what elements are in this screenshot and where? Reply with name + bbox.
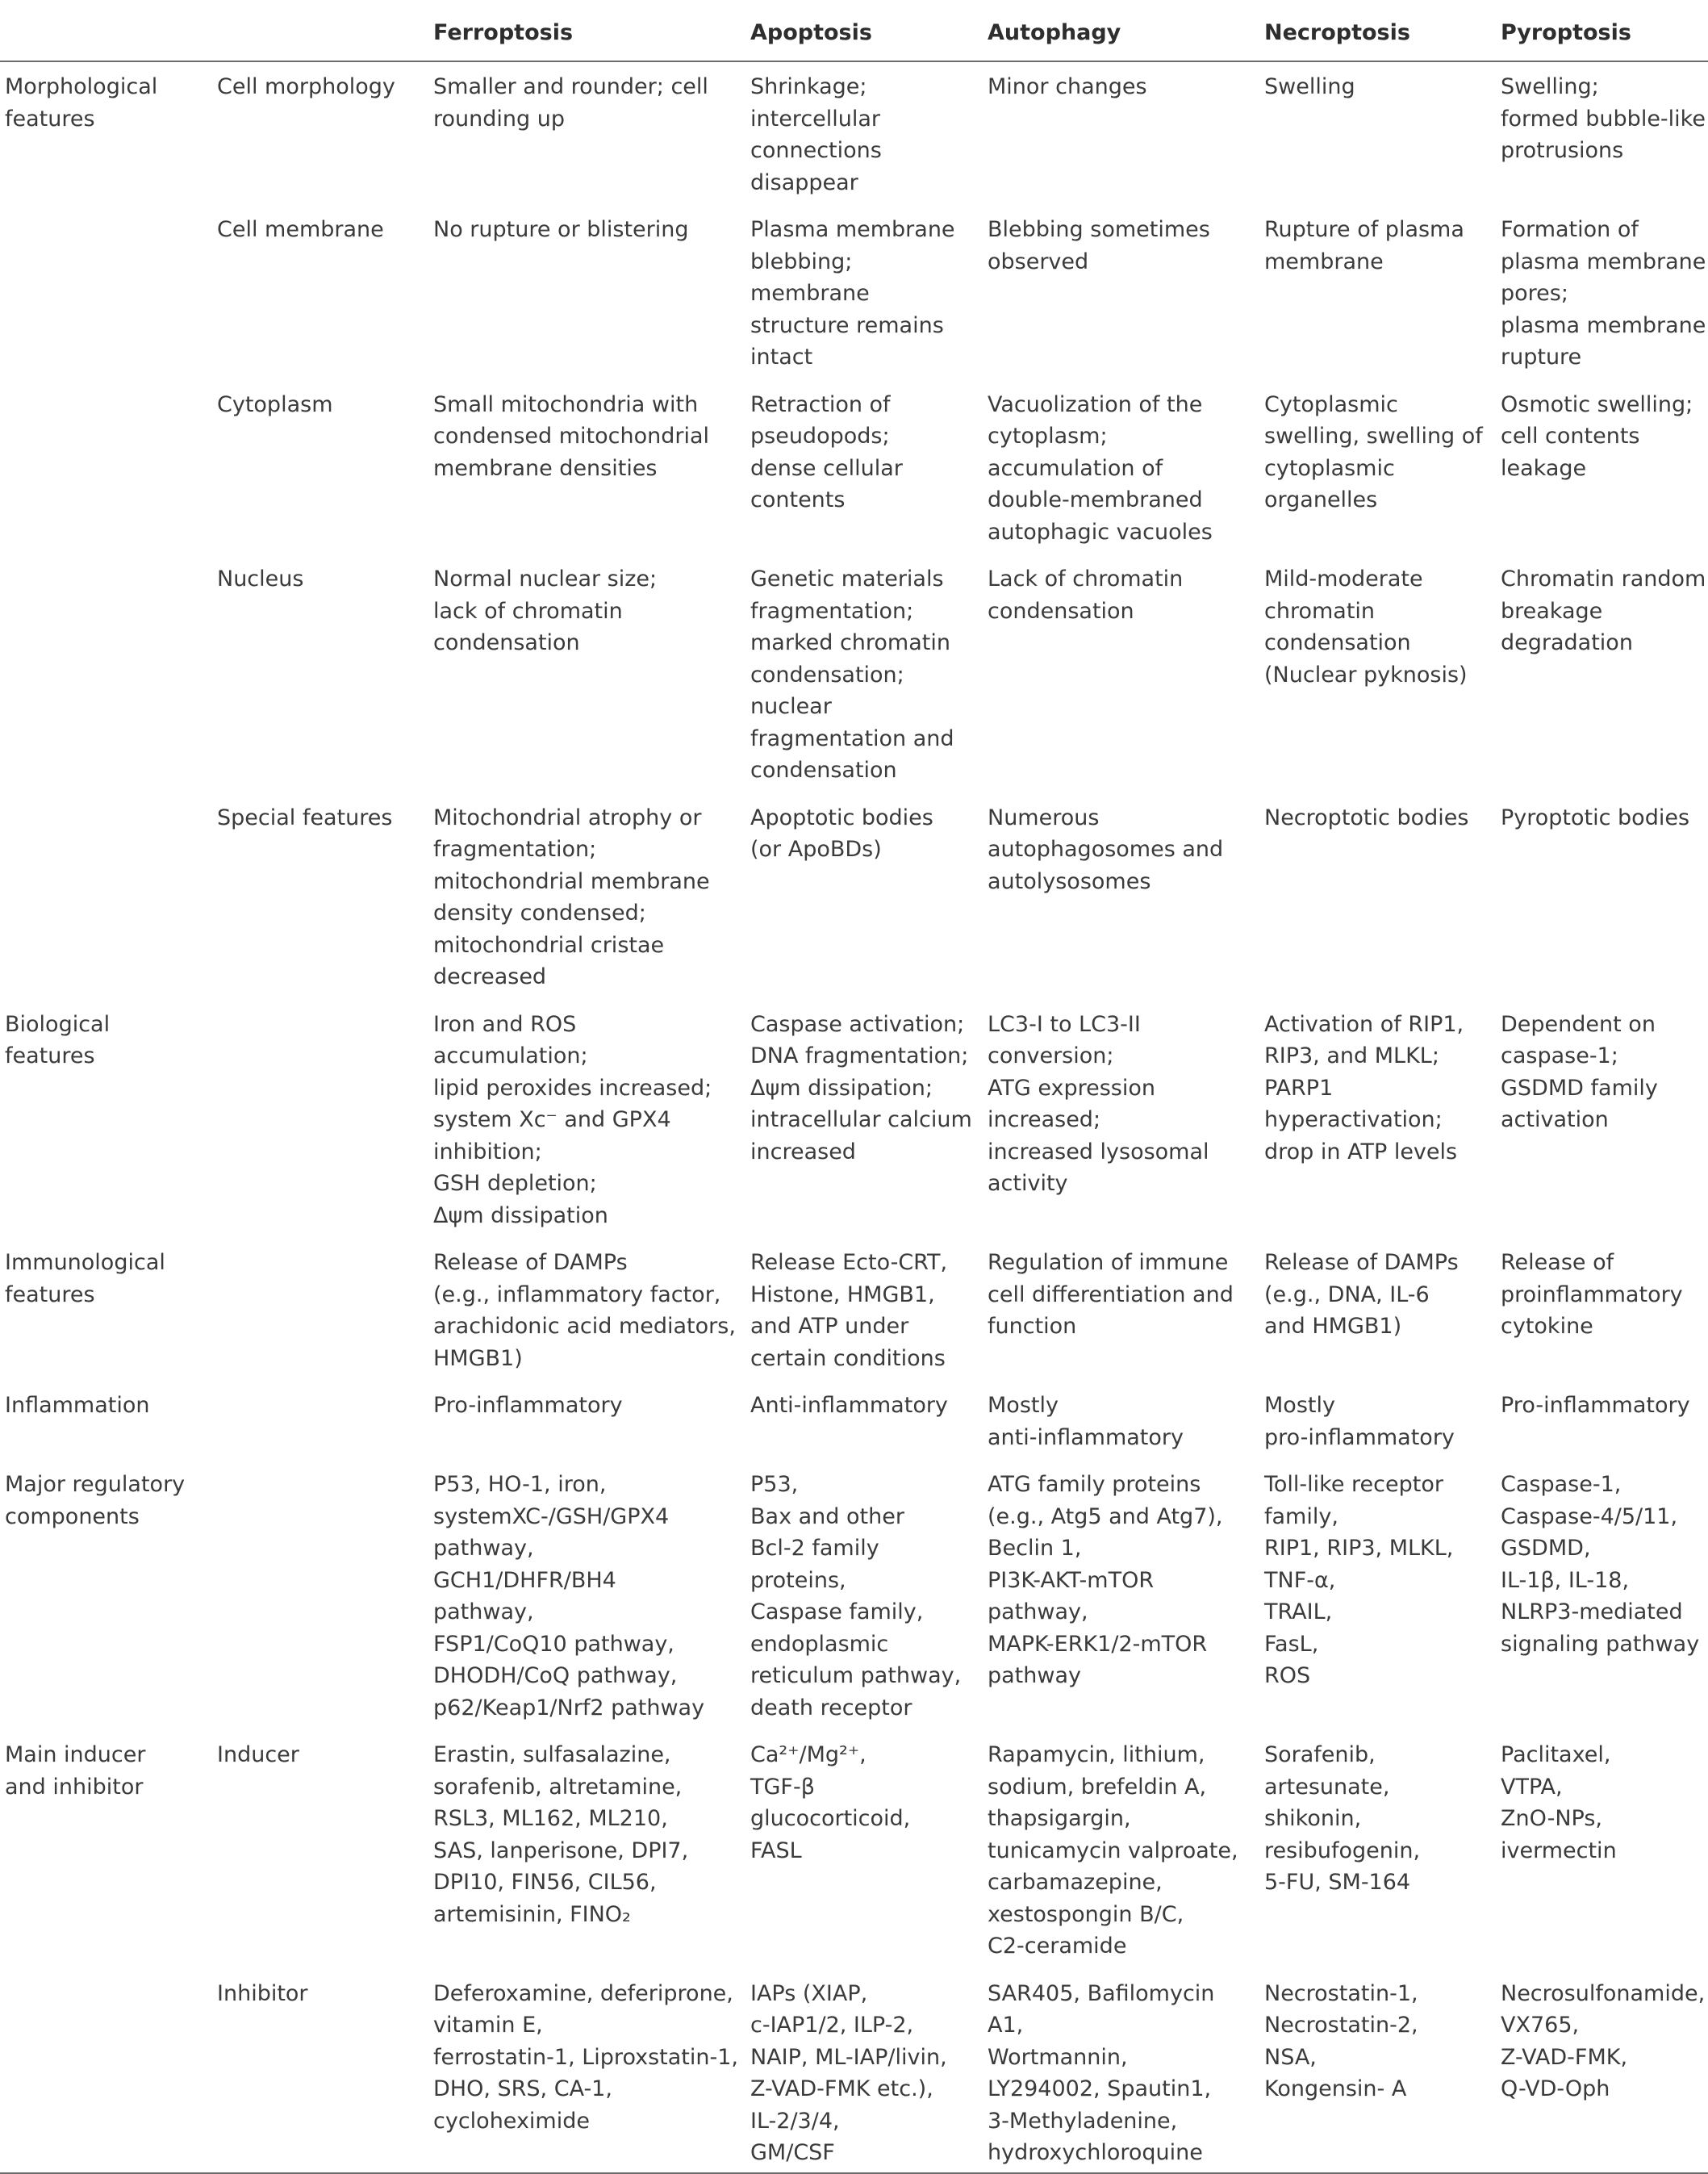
cell-autophagy: Blebbing sometimes observed bbox=[988, 217, 1210, 274]
row-feature bbox=[217, 1238, 433, 1381]
row-feature: Special features bbox=[217, 805, 393, 830]
header-pyroptosis: Pyroptosis bbox=[1501, 0, 1708, 61]
table-row bbox=[0, 205, 1708, 380]
header-feature bbox=[217, 0, 433, 61]
header-necroptosis: Necroptosis bbox=[1264, 0, 1501, 61]
cell-autophagy: Numerous autophagosomes and autolysosomes bbox=[988, 805, 1224, 894]
cell-pyroptosis: Osmotic swelling; cell contents leakage bbox=[1501, 391, 1693, 481]
cell-autophagy: Lack of chromatin condensation bbox=[988, 566, 1184, 624]
row-feature: Cell membrane bbox=[217, 217, 384, 242]
cell-apoptosis: Retraction of pseudopods; dense cellular contents bbox=[750, 391, 903, 512]
row-category: Biological features bbox=[5, 1011, 111, 1068]
header-autophagy: Autophagy bbox=[988, 0, 1264, 61]
row-category bbox=[0, 380, 217, 555]
row-category bbox=[0, 554, 217, 793]
row-category: Morphological features bbox=[5, 74, 158, 132]
cell-necroptosis: Necrostatin-1, Necrostatin-2, NSA, Kongensin- A bbox=[1264, 1969, 1501, 2173]
cell-ferroptosis: Normal nuclear size; lack of chromatin condensation bbox=[433, 566, 658, 655]
cell-pyroptosis: Caspase-1, Caspase-4/5/11, GSDMD, IL-1β, IL-18, NLRP3-mediated signaling pathway bbox=[1501, 1472, 1700, 1657]
row-feature bbox=[217, 1460, 433, 1730]
cell-necroptosis: Necroptotic bodies bbox=[1264, 805, 1469, 830]
cell-apoptosis: Release Ecto-CRT, Histone, HMGB1, and ATP under certain conditions bbox=[750, 1250, 948, 1371]
row-category: Inflammation bbox=[5, 1393, 150, 1418]
row-category: Major regulatory components bbox=[5, 1472, 186, 1529]
table-row bbox=[0, 380, 1708, 555]
cell-necroptosis: Cytoplasmic swelling, swelling of cytoplasmic organelles bbox=[1264, 391, 1483, 512]
cell-apoptosis: Anti-inflammatory bbox=[750, 1393, 948, 1418]
table-row bbox=[0, 1381, 1708, 1460]
cell-ferroptosis: Erastin, sulfasalazine, sorafenib, altretamine, RSL3, ML162, ML210, SAS, lanperisone, DPI7, DPI10, FIN56, CIL56, artemisinin, FINO₂ bbox=[433, 1742, 689, 1927]
cell-autophagy: Regulation of immune cell differentiation and function bbox=[988, 1250, 1234, 1339]
cell-necroptosis: Sorafenib, artesunate, shikonin, resibufogenin, 5-FU, SM-164 bbox=[1264, 1742, 1421, 1895]
table-row bbox=[0, 1969, 1708, 2173]
table-row bbox=[0, 1238, 1708, 1381]
cell-ferroptosis: Iron and ROS accumulation; lipid peroxides increased; system Xc⁻ and GPX4 inhibition; GSH depletion; Δψm dissipation bbox=[433, 1011, 712, 1228]
cell-apoptosis: Plasma membrane blebbing; membrane structure remains intact bbox=[750, 217, 955, 370]
table-row bbox=[0, 61, 1708, 205]
row-category bbox=[0, 793, 217, 1000]
cell-autophagy: Minor changes bbox=[988, 74, 1147, 99]
cell-ferroptosis: Release of DAMPs (e.g., inflammatory factor, arachidonic acid mediators, HMGB1) bbox=[433, 1250, 736, 1371]
table-row bbox=[0, 793, 1708, 1000]
row-feature bbox=[217, 1000, 433, 1239]
row-feature: Inducer bbox=[217, 1742, 299, 1767]
cell-autophagy: LC3-I to LC3-II conversion; ATG expression increased; increased lysosomal activity bbox=[988, 1011, 1209, 1196]
row-feature: Cell morphology bbox=[217, 74, 395, 99]
cell-pyroptosis: Pro-inflammatory bbox=[1501, 1393, 1690, 1418]
cell-pyroptosis: Necrosulfonamide, VX765, Z-VAD-FMK, Q-VD-Oph bbox=[1501, 1969, 1708, 2173]
table-row bbox=[0, 554, 1708, 793]
cell-apoptosis: Apoptotic bodies (or ApoBDs) bbox=[750, 805, 933, 862]
cell-pyroptosis: Pyroptotic bodies bbox=[1501, 805, 1690, 830]
header-ferroptosis: Ferroptosis bbox=[433, 0, 750, 61]
row-category bbox=[0, 1969, 217, 2173]
cell-necroptosis: Release of DAMPs (e.g., DNA, IL-6 and HMGB1) bbox=[1264, 1250, 1459, 1339]
cell-autophagy: SAR405, Bafilomycin A1, Wortmannin, LY294002, Spautin1, 3-Methyladenine, hydroxychloroquine bbox=[988, 1969, 1264, 2173]
cell-apoptosis: Caspase activation; DNA fragmentation; Δψm dissipation; intracellular calcium increased bbox=[750, 1011, 972, 1164]
cell-necroptosis: Activation of RIP1, RIP3, and MLKL; PARP1 hyperactivation; drop in ATP levels bbox=[1264, 1011, 1464, 1164]
cell-ferroptosis: Smaller and rounder; cell rounding up bbox=[433, 74, 708, 132]
cell-pyroptosis: Paclitaxel, VTPA, ZnO-NPs, ivermectin bbox=[1501, 1742, 1617, 1863]
cell-apoptosis: Ca²⁺/Mg²⁺, TGF-β glucocorticoid, FASL bbox=[750, 1742, 911, 1863]
table-row bbox=[0, 1000, 1708, 1239]
cell-ferroptosis: Deferoxamine, deferiprone, vitamin E, ferrostatin-1, Liproxstatin-1, DHO, SRS, CA-1, cycloheximide bbox=[433, 1969, 750, 2173]
cell-ferroptosis: Mitochondrial atrophy or fragmentation; mitochondrial membrane density condensed; mitochondrial cristae decreased bbox=[433, 805, 710, 989]
cell-necroptosis: Toll-like receptor family, RIP1, RIP3, MLKL, TNF-α, TRAIL, FasL, ROS bbox=[1264, 1472, 1454, 1688]
cell-necroptosis: Mild-moderate chromatin condensation (Nuclear pyknosis) bbox=[1264, 566, 1468, 688]
row-feature: Cytoplasm bbox=[217, 391, 333, 417]
cell-pyroptosis: Chromatin random breakage degradation bbox=[1501, 566, 1706, 655]
cell-ferroptosis: Pro-inflammatory bbox=[433, 1393, 623, 1418]
header-row bbox=[0, 0, 1708, 61]
cell-autophagy: Vacuolization of the cytoplasm; accumulation of double-membraned autophagic vacuoles bbox=[988, 391, 1213, 545]
table-row bbox=[0, 1460, 1708, 1730]
cell-necroptosis: Swelling bbox=[1264, 74, 1355, 99]
cell-necroptosis: Mostly pro-inflammatory bbox=[1264, 1393, 1455, 1450]
cell-apoptosis: IAPs (XIAP, c-IAP1/2, ILP-2, NAIP, ML-IAP/livin, Z-VAD-FMK etc.), IL-2/3/4, GM/CSF bbox=[750, 1969, 988, 2173]
row-category: Immunological features bbox=[5, 1250, 165, 1307]
cell-pyroptosis: Swelling; formed bubble-like protrusions bbox=[1501, 74, 1706, 163]
cell-autophagy: ATG family proteins (e.g., Atg5 and Atg7), Beclin 1, PI3K-AKT-mTOR pathway, MAPK-ERK1/2-mTOR pathway bbox=[988, 1472, 1223, 1688]
cell-ferroptosis: Small mitochondria with condensed mitochondrial membrane densities bbox=[433, 391, 710, 481]
cell-autophagy: Rapamycin, lithium, sodium, brefeldin A, thapsigargin, tunicamycin valproate, carbamazepine, xestospongin B/C, C2-ceramide bbox=[988, 1742, 1238, 1959]
table-row bbox=[0, 1730, 1708, 1969]
cell-necroptosis: Rupture of plasma membrane bbox=[1264, 217, 1464, 274]
header-apoptosis: Apoptosis bbox=[750, 0, 988, 61]
cell-apoptosis: Shrinkage; intercellular connections disappear bbox=[750, 74, 882, 195]
row-category: Main inducer and inhibitor bbox=[5, 1742, 146, 1800]
row-category bbox=[0, 205, 217, 380]
cell-pyroptosis: Release of proinflammatory cytokine bbox=[1501, 1250, 1683, 1339]
cell-pyroptosis: Formation of plasma membrane pores; plasma membrane rupture bbox=[1501, 217, 1706, 370]
cell-ferroptosis: No rupture or blistering bbox=[433, 217, 689, 242]
cell-apoptosis: P53, Bax and other Bcl-2 family proteins, Caspase family, endoplasmic reticulum pathway, death receptor bbox=[750, 1472, 962, 1720]
cell-autophagy: Mostly anti-inflammatory bbox=[988, 1393, 1184, 1450]
row-feature: Inhibitor bbox=[217, 1969, 433, 2173]
row-feature bbox=[217, 1381, 433, 1460]
row-feature: Nucleus bbox=[217, 566, 304, 592]
cell-ferroptosis: P53, HO-1, iron, systemXC-/GSH/GPX4 pathway, GCH1/DHFR/BH4 pathway, FSP1/CoQ10 pathway, DHODH/CoQ pathway, p62/Keap1/Nrf2 pathway bbox=[433, 1472, 705, 1720]
cell-pyroptosis: Dependent on caspase-1; GSDMD family activation bbox=[1501, 1011, 1658, 1132]
header-category bbox=[0, 0, 217, 61]
cell-apoptosis: Genetic materials fragmentation; marked chromatin condensation; nuclear fragmentation and condensation bbox=[750, 566, 954, 783]
